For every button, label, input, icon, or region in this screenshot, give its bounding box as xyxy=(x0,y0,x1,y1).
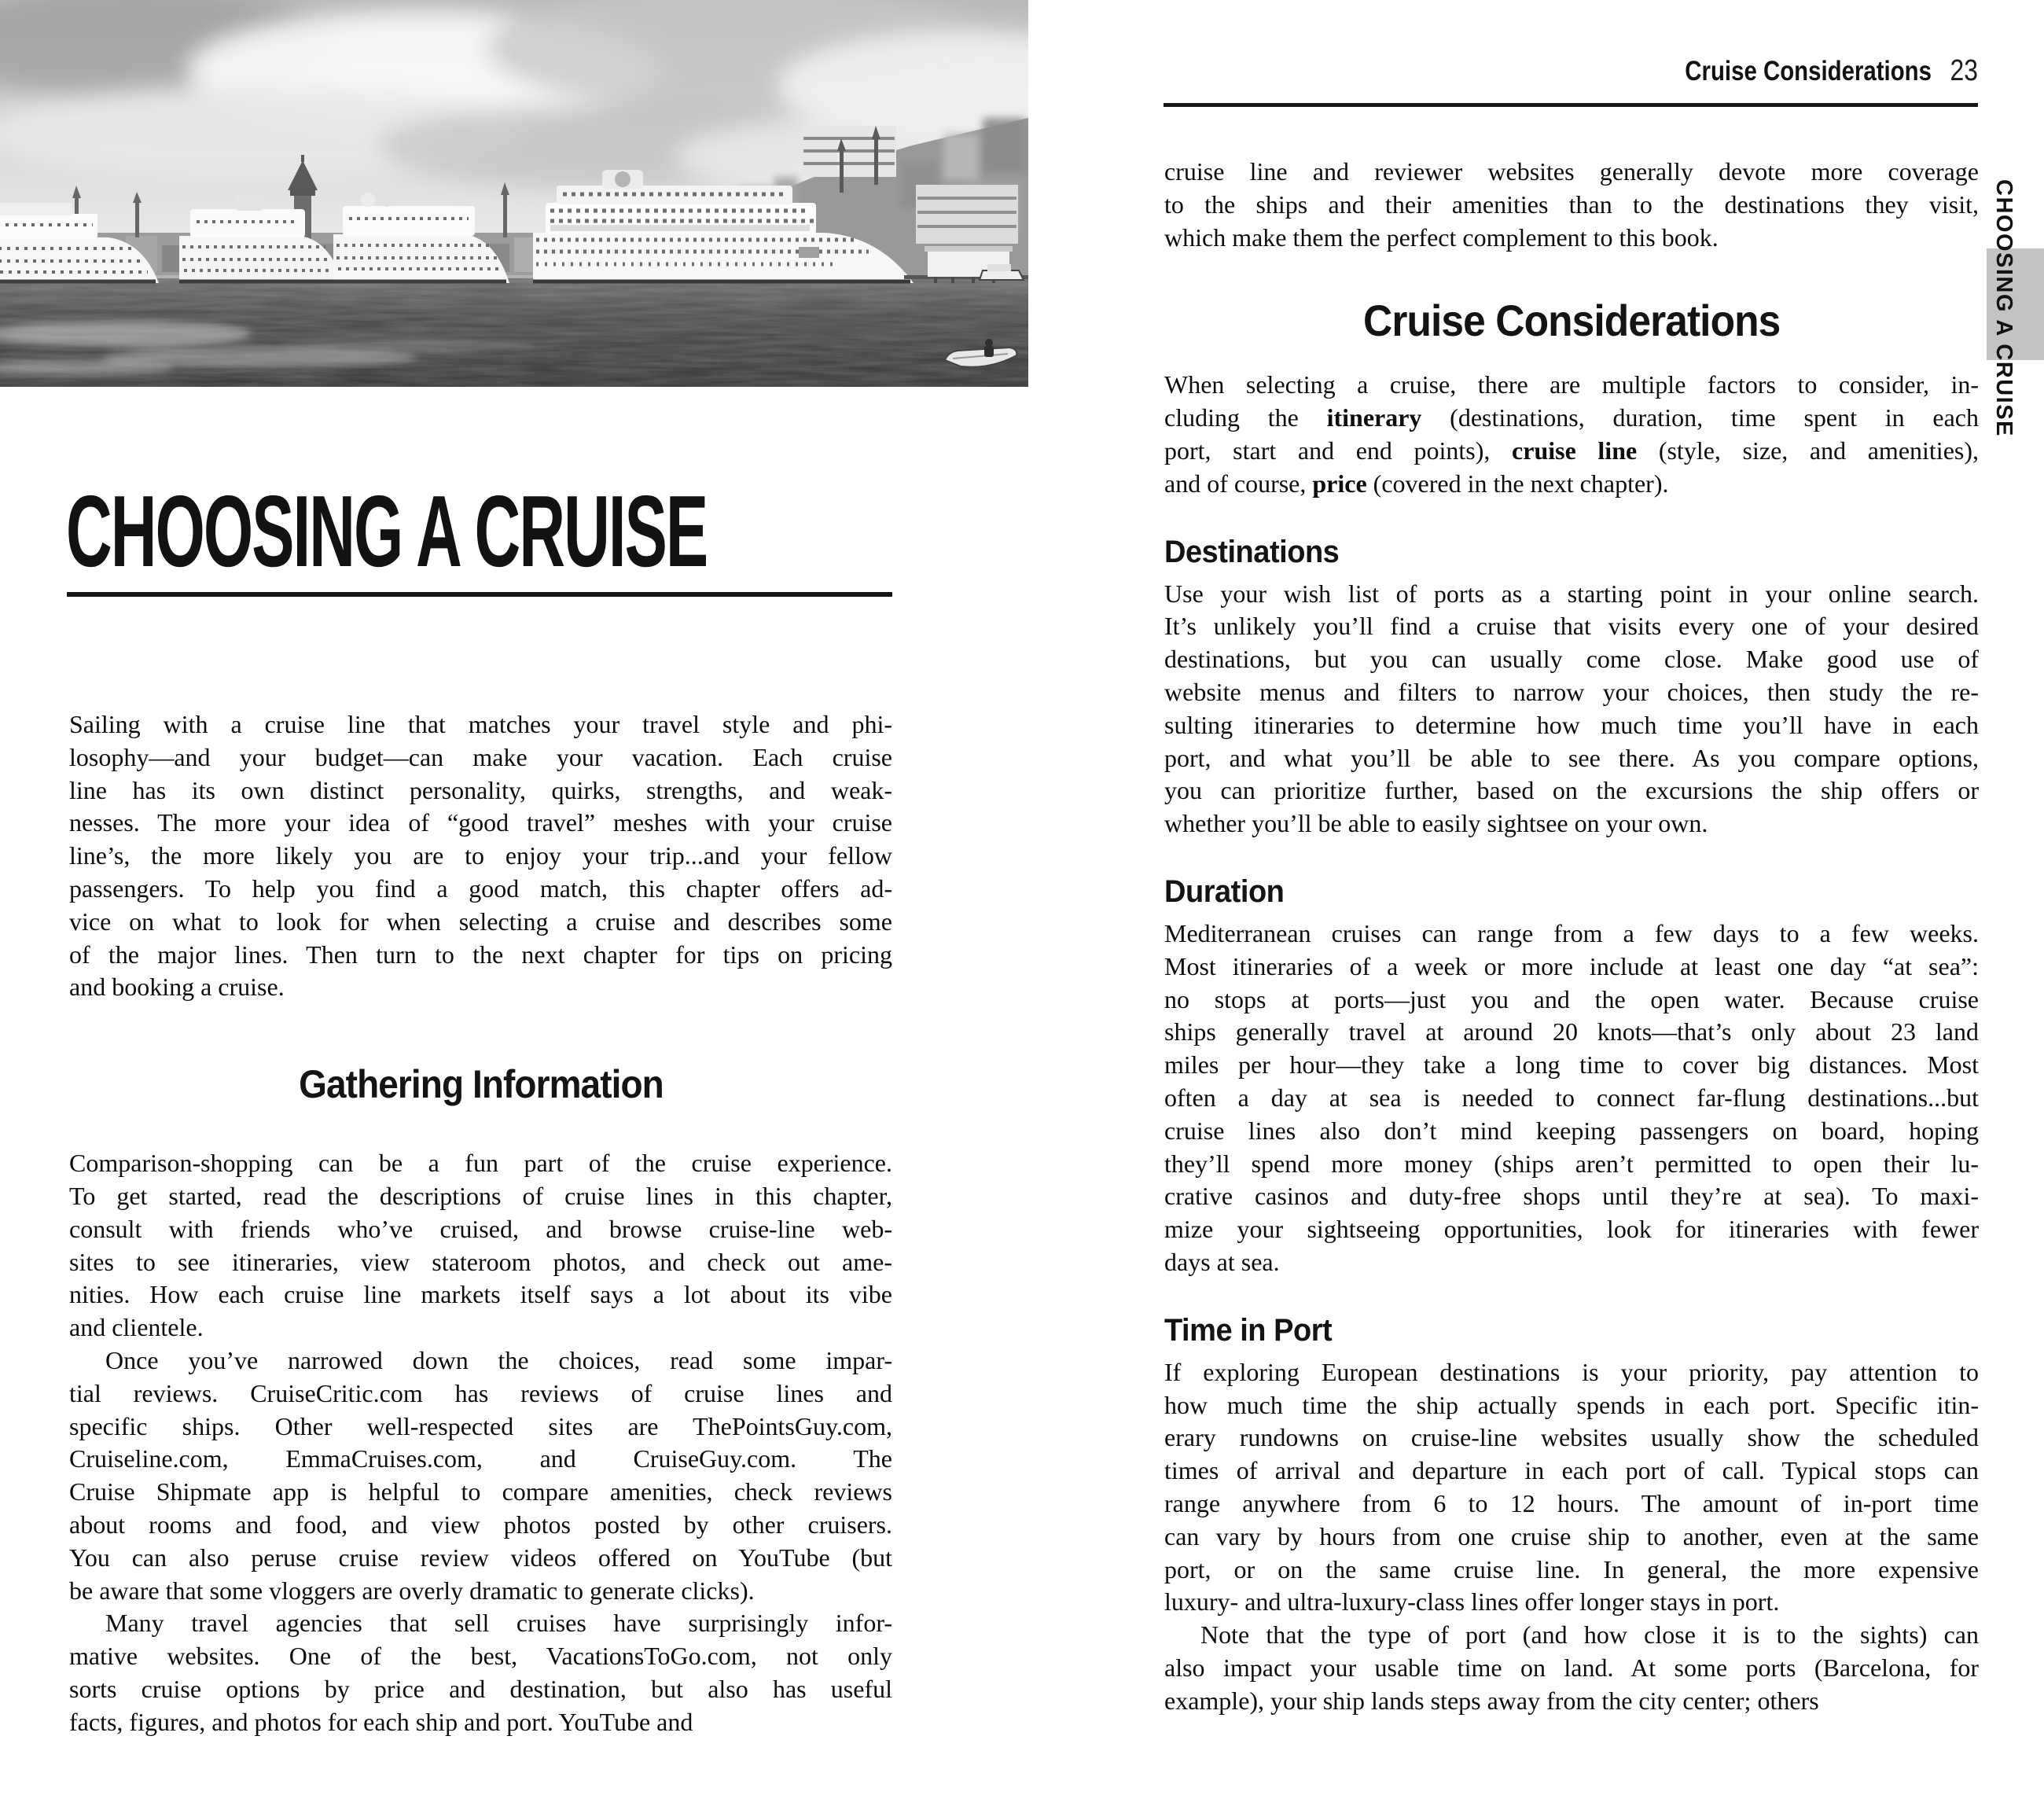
text-line: how much time the ship actually spends in each port. Specific itin- xyxy=(1164,1390,1979,1419)
text-line: nities. How each cruise line markets itself says a lot about its vibe xyxy=(69,1280,892,1309)
text-line: Comparison-shopping can be a fun part of the cruise experience. xyxy=(69,1149,892,1178)
text-line: times of arrival and departure in each port of call. Typical stops can xyxy=(1164,1456,1979,1485)
text-line: sorts cruise options by price and destination, but also has useful xyxy=(69,1674,892,1703)
text-line: Sailing with a cruise line that matches your travel style and phi- xyxy=(69,710,892,738)
factors-paragraph xyxy=(1164,369,1979,500)
duration-heading-text: Duration xyxy=(1164,874,1285,909)
time-in-port-paragraph-2 xyxy=(1164,1619,1979,1717)
text-line: losophy—and your budget—can make your vacation. Each cruise xyxy=(69,742,892,771)
duration-heading xyxy=(1164,874,1979,910)
text-line: Once you’ve narrowed down the choices, read some impar- xyxy=(105,1345,892,1374)
text-line: sulting itineraries to determine how much time you’ll have in each xyxy=(1164,710,1979,739)
text-line: example), your ship lands steps away from the city center; others xyxy=(1164,1686,1819,1715)
text-line: When selecting a cruise, there are multiple factors to consider, in- xyxy=(1164,370,1979,399)
cruise-considerations-heading-text: Cruise Considerations xyxy=(1362,296,1781,346)
chapter-title-rule xyxy=(67,592,892,597)
text-line: port, start and end points), cruise line (style, size, and amenities), xyxy=(1164,436,1980,465)
text-line: which make them the perfect complement to this book. xyxy=(1164,223,1719,252)
text-line: port, and what you’ll be able to see there. As you compare options, xyxy=(1164,743,1979,772)
text-line: of the major lines. Then turn to the next chapter for tips on pricing xyxy=(69,940,892,969)
text-line: It’s unlikely you’ll find a cruise that visits every one of your desired xyxy=(1164,612,1979,641)
text-line: You can also peruse cruise review videos offered on YouTube (but xyxy=(69,1543,892,1572)
continued-paragraph xyxy=(1164,156,1979,254)
chapter-title: CHOOSING A CRUISE xyxy=(66,475,708,588)
text-line: crative casinos and duty-free shops until they’re at sea). To maxi- xyxy=(1164,1182,1979,1211)
text-line: ships generally travel at around 20 knots—that’s only about 23 land xyxy=(1164,1017,1979,1046)
harbor-photo xyxy=(0,0,1028,387)
text-line: To get started, read the descriptions of cruise lines in this chapter, xyxy=(69,1181,892,1210)
gathering-information-heading xyxy=(69,1062,892,1106)
text-line: luxury- and ultra-luxury-class lines offer longer stays in port. xyxy=(1164,1587,1780,1617)
text-line: also impact your usable time on land. At some ports (Barcelona, for xyxy=(1164,1653,1979,1682)
text-line: mative websites. One of the best, VacationsToGo.com, not only xyxy=(69,1642,892,1671)
text-line: Use your wish list of ports as a starting point in your online search. xyxy=(1164,579,1979,608)
text-line: website menus and filters to narrow your choices, then study the re- xyxy=(1164,677,1979,706)
right-page-column xyxy=(1164,156,1979,1717)
destinations-heading-text: Destinations xyxy=(1164,534,1340,569)
cruise-considerations-heading xyxy=(1164,296,1979,345)
text-line: you can prioritize further, based on the excursions the ship offers or xyxy=(1164,776,1979,805)
text-line: consult with friends who’ve cruised, and browse cruise-line web- xyxy=(69,1214,892,1243)
running-header-title: Cruise Considerations xyxy=(1685,56,1932,86)
text-line: Cruise Shipmate app is helpful to compare amenities, check reviews xyxy=(69,1477,892,1506)
gathering-paragraph-3 xyxy=(69,1607,892,1738)
text-line: range anywhere from 6 to 12 hours. The amount of in-port time xyxy=(1164,1488,1979,1517)
text-line: sites to see itineraries, view stateroom photos, and check out ame- xyxy=(69,1247,892,1276)
text-line: Mediterranean cruises can range from a few days to a few weeks. xyxy=(1164,918,1979,947)
text-line: days at sea. xyxy=(1164,1247,1280,1276)
text-line: about rooms and food, and view photos posted by other cruisers. xyxy=(69,1510,892,1539)
text-line: Most itineraries of a week or more include at least one day “at sea”: xyxy=(1164,951,1979,980)
text-line: and of course, price (covered in the next chapter). xyxy=(1164,469,1669,498)
text-line: destinations, but you can usually come close. Make good use of xyxy=(1164,645,1979,674)
text-line: can vary by hours from one cruise ship to another, even at the same xyxy=(1164,1521,1979,1550)
text-line: nesses. The more your idea of “good travel” meshes with your cruise xyxy=(69,808,892,837)
text-line: whether you’ll be able to easily sightsee on your own. xyxy=(1164,809,1708,838)
text-line: facts, figures, and photos for each ship and port. YouTube and xyxy=(69,1707,693,1736)
text-line: they’ll spend more money (ships aren’t permitted to open their lu- xyxy=(1164,1149,1979,1178)
text-line: Note that the type of port (and how close it is to the sights) can xyxy=(1200,1620,1979,1650)
destinations-paragraph xyxy=(1164,578,1979,840)
gathering-paragraph-1 xyxy=(69,1147,892,1344)
chapter-tab-label: CHOOSING A CRUISE xyxy=(1991,179,2016,437)
running-header xyxy=(1294,53,1978,89)
text-line: Cruiseline.com, EmmaCruises.com, and CruiseGuy.com. The xyxy=(69,1444,892,1473)
text-line: often a day at sea is needed to connect far-flung destinations...but xyxy=(1164,1083,1979,1112)
intro-paragraph xyxy=(69,708,892,1004)
text-line: mize your sightseeing opportunities, look for itineraries with fewer xyxy=(1164,1215,1979,1244)
time-in-port-heading-text: Time in Port xyxy=(1164,1312,1333,1348)
text-line: Many travel agencies that sell cruises have surprisingly infor- xyxy=(105,1609,892,1638)
text-line: miles per hour—they take a long time to cover big distances. Most xyxy=(1164,1050,1979,1080)
time-in-port-heading xyxy=(1164,1312,1979,1348)
text-line: If exploring European destinations is your priority, pay attention to xyxy=(1164,1357,1979,1386)
text-line: passengers. To help you find a good match, this chapter offers ad- xyxy=(69,874,892,903)
text-line: line’s, the more likely you are to enjoy your trip...and your fellow xyxy=(69,841,892,870)
running-header-rule xyxy=(1164,103,1978,107)
gathering-information-heading-text: Gathering Information xyxy=(298,1062,664,1107)
text-line: erary rundowns on cruise-line websites usually show the scheduled xyxy=(1164,1423,1979,1452)
text-line: vice on what to look for when selecting a cruise and describes some xyxy=(69,907,892,936)
gathering-paragraph-2 xyxy=(69,1344,892,1607)
harbor-photo-graphic xyxy=(0,0,1028,387)
text-line: to the ships and their amenities than to the destinations they visit, xyxy=(1164,189,1979,219)
text-line: line has its own distinct personality, quirks, strengths, and weak- xyxy=(69,775,892,804)
page-number: 23 xyxy=(1950,54,1978,87)
time-in-port-paragraph-1 xyxy=(1164,1356,1979,1619)
duration-paragraph xyxy=(1164,918,1979,1279)
text-line: cruise line and reviewer websites generally devote more coverage xyxy=(1164,157,1979,186)
text-line: tial reviews. CruiseCritic.com has reviews of cruise lines and xyxy=(69,1378,892,1407)
text-line: no stops at ports—just you and the open water. Because cruise xyxy=(1164,984,1979,1013)
text-line: and booking a cruise. xyxy=(69,973,285,1002)
text-line: cluding the itinerary (destinations, duration, time spent in each xyxy=(1164,403,1980,432)
text-line: port, or on the same cruise line. In general, the more expensive xyxy=(1164,1554,1979,1583)
text-line: be aware that some vloggers are overly dramatic to generate clicks). xyxy=(69,1576,755,1605)
destinations-heading xyxy=(1164,534,1979,570)
left-page-column xyxy=(69,708,892,1739)
text-line: specific ships. Other well-respected sites are ThePointsGuy.com, xyxy=(69,1411,892,1440)
text-line: cruise lines also don’t mind keeping passengers on board, hoping xyxy=(1164,1116,1979,1145)
text-line: and clientele. xyxy=(69,1313,204,1342)
